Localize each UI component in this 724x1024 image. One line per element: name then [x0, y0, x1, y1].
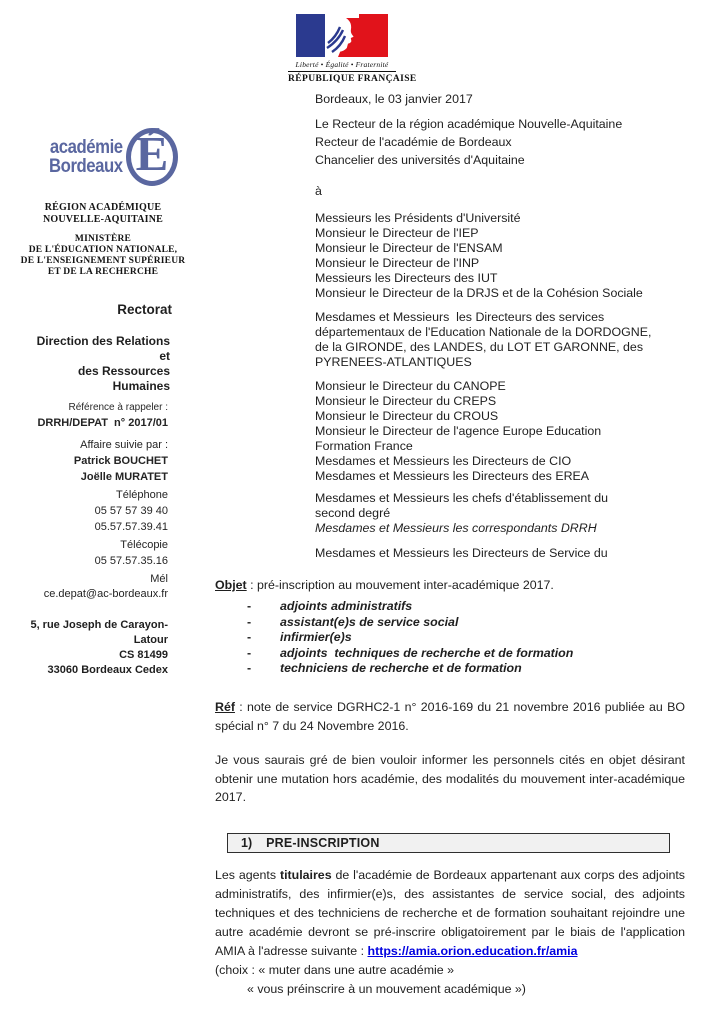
marianne-figure: [325, 14, 359, 57]
marianne-icon: [325, 14, 359, 57]
contact-name: Patrick BOUCHET: [73, 455, 168, 467]
republic-name: RÉPUBLIQUE FRANÇAISE: [288, 71, 396, 84]
postal-address: [30, 618, 168, 678]
choice-line-1: (choix : « muter dans une autre académie »: [215, 963, 454, 977]
republic-motto: Liberté • Égalité • Fraternité: [295, 60, 389, 69]
fax-label: Télécopie: [120, 539, 168, 551]
recipient-line: Monsieur le Directeur du CROUS: [315, 409, 499, 423]
amia-link[interactable]: https://amia.orion.education.fr/amia: [367, 944, 578, 958]
recipient-line: Monsieur le Directeur de l'ENSAM: [315, 241, 503, 255]
french-flag-marianne-icon: [296, 14, 388, 57]
contact-name: Joëlle MURATET: [80, 471, 168, 483]
dash-bullet: -: [247, 614, 252, 629]
choice-line-2: « vous préinscrire à un mouvement académique »): [247, 982, 526, 996]
objet-item: [215, 615, 685, 631]
e-letter: É: [135, 126, 169, 182]
ref-text: : note de service DGRHC2-1 n° 2016-169 du 21 novembre 2016 publiée au BO spécial n° 7 du 24 Novembre 2016.: [215, 700, 685, 733]
objet-item-text: adjoints techniques de recherche et de formation: [280, 645, 574, 660]
objet-item: [215, 661, 685, 677]
rectorat-title: Rectorat: [117, 302, 172, 317]
academie-bordeaux-wordmark: [49, 138, 123, 176]
academie-bordeaux-logo: [39, 128, 178, 186]
academie-word: académie: [50, 137, 124, 158]
ministry-line: DE L'ÉDUCATION NATIONALE,: [28, 245, 178, 255]
body-paragraph: [215, 866, 685, 999]
objet-block: [215, 577, 685, 677]
direction-line2: des Ressources Humaines: [77, 364, 170, 393]
address-line: Latour: [133, 634, 168, 646]
recipient-line: Mesdames et Messieurs les chefs d'établissement du: [315, 491, 608, 505]
fax-number: 05 57.57.35.16: [94, 555, 168, 567]
section-1-header: [227, 833, 670, 853]
phone-label: Téléphone: [116, 489, 168, 501]
recipient-line: départementaux de l'Education Nationale de la DORDOGNE,: [315, 325, 652, 339]
recipient-line: second degré: [315, 506, 391, 520]
email-label: Mél: [150, 573, 168, 585]
dash-bullet: -: [247, 599, 252, 613]
recipient-line: Messieurs les Présidents d'Université: [315, 211, 521, 225]
body-seg1: Les agents: [215, 868, 280, 882]
section-title: PRE-INSCRIPTION: [266, 836, 380, 850]
ministry-line: MINISTÈRE: [74, 234, 132, 244]
region-academique-label: [28, 202, 178, 225]
recipient-group-1: [315, 211, 677, 301]
region-line: RÉGION ACADÉMIQUE: [44, 202, 162, 213]
ministry-line: DE L'ENSEIGNEMENT SUPÉRIEUR: [20, 256, 186, 266]
direction-title: [28, 334, 170, 394]
objet-items: [215, 599, 685, 677]
intro-paragraph: Je vous saurais gré de bien vouloir informer les personnels cités en objet désirant obtenir une mutation hors académie, des modalités du mouvement inter-académique 2017.: [215, 753, 685, 804]
republique-francaise-logo: [288, 14, 417, 84]
sender-line: Le Recteur de la région académique Nouvelle-Aquitaine: [315, 117, 623, 131]
flag-red-band: [359, 14, 388, 57]
recipient-line: Mesdames et Messieurs les Directeurs de CIO: [315, 454, 572, 468]
address-line: 5, rue Joseph de Carayon-: [30, 619, 168, 631]
region-line: NOUVELLE-AQUITAINE: [42, 213, 164, 225]
ministry-line: ET DE LA RECHERCHE: [47, 267, 159, 277]
recipient-line: Monsieur le Directeur de l'INP: [315, 256, 480, 270]
reference-value: DRRH/DEPAT n° 2017/01: [37, 417, 168, 429]
recipient-line: Mesdames et Messieurs les correspondants DRRH: [315, 521, 597, 535]
flag-blue-band: [296, 14, 325, 57]
dash-bullet: -: [247, 661, 252, 676]
ministry-label: [20, 234, 186, 278]
objet-item: [215, 630, 685, 646]
recipient-line: Monsieur le Directeur de l'agence Europe Education: [315, 424, 602, 438]
objet-item: [215, 646, 685, 662]
objet-item-text: assistant(e)s de service social: [280, 614, 459, 629]
dash-bullet: -: [247, 630, 252, 645]
recipient-line: Monsieur le Directeur du CREPS: [315, 394, 497, 408]
to-word: à: [315, 184, 322, 198]
reference-label: Référence à rappeler :: [68, 402, 168, 413]
recipient-line: Mesdames et Messieurs les Directeurs des services: [315, 310, 605, 324]
recipient-line: PYRENEES-ATLANTIQUES: [315, 355, 472, 369]
bordeaux-word: Bordeaux: [49, 156, 123, 177]
email-address: ce.depat@ac-bordeaux.fr: [43, 588, 168, 600]
followed-by-label: Affaire suivie par :: [80, 439, 168, 451]
objet-item-text: adjoints administratifs: [280, 599, 413, 613]
sender-titles: [315, 115, 677, 169]
recipient-line: Mesdames et Messieurs les Directeurs de Service du: [315, 546, 608, 560]
address-line: 33060 Bordeaux Cedex: [47, 664, 168, 676]
recipient-line: Monsieur le Directeur de la DRJS et de la Cohésion Sociale: [315, 286, 643, 300]
recipient-line: de la GIRONDE, des LANDES, du LOT ET GARONNE, des: [315, 340, 644, 354]
recipient-line: Messieurs les Directeurs des IUT: [315, 271, 498, 285]
body-seg2-bold: titulaires: [279, 868, 332, 882]
recipient-line: Monsieur le Directeur de l'IEP: [315, 226, 479, 240]
sidebar: [20, 126, 186, 692]
section-number: 1): [241, 836, 253, 850]
reference-paragraph: [215, 698, 685, 735]
ref-label: Réf: [215, 700, 235, 714]
address-line: CS 81499: [119, 649, 168, 661]
dash-bullet: -: [247, 645, 252, 660]
objet-label: Objet: [215, 578, 247, 592]
objet-text: : pré-inscription au mouvement inter-académique 2017.: [246, 578, 554, 592]
recipient-group-5: [315, 546, 677, 561]
sender-line: Chancelier des universités d'Aquitaine: [315, 153, 525, 167]
phone-number: 05 57 57 39 40: [94, 505, 168, 517]
recipient-line: Formation France: [315, 439, 413, 453]
objet-item-text: infirmier(e)s: [280, 630, 352, 645]
objet-item: [215, 599, 685, 615]
body-seg3: de l'académie de Bordeaux appartenant aux corps des adjoints administratifs, des infirmier(e)s, des assistantes de service social, des adjoints techniques et des techniciens de recherche et de formation souhaitant rejoindre une autre académie devront se pré-inscrire obligatoirement par le biais de l'application AMIA à l'adresse suivante :: [215, 868, 685, 958]
recipient-line: Mesdames et Messieurs les Directeurs des EREA: [315, 469, 590, 483]
sender-line: Recteur de l'académie de Bordeaux: [315, 135, 512, 149]
objet-item-text: techniciens de recherche et de formation: [280, 661, 522, 676]
recipient-line: Monsieur le Directeur du CANOPE: [315, 379, 506, 393]
objet-line: [215, 577, 685, 593]
letter-head-column: [315, 90, 677, 561]
phone-number: 05.57.57.39.41: [94, 521, 168, 533]
recipient-group-2: [315, 310, 677, 370]
recipient-group-3: [315, 379, 677, 484]
letter-date: Bordeaux, le 03 janvier 2017: [315, 92, 473, 106]
recipient-group-4: [315, 491, 677, 536]
direction-line1: Direction des Relations et: [36, 334, 170, 363]
circled-e-icon: [126, 128, 178, 186]
